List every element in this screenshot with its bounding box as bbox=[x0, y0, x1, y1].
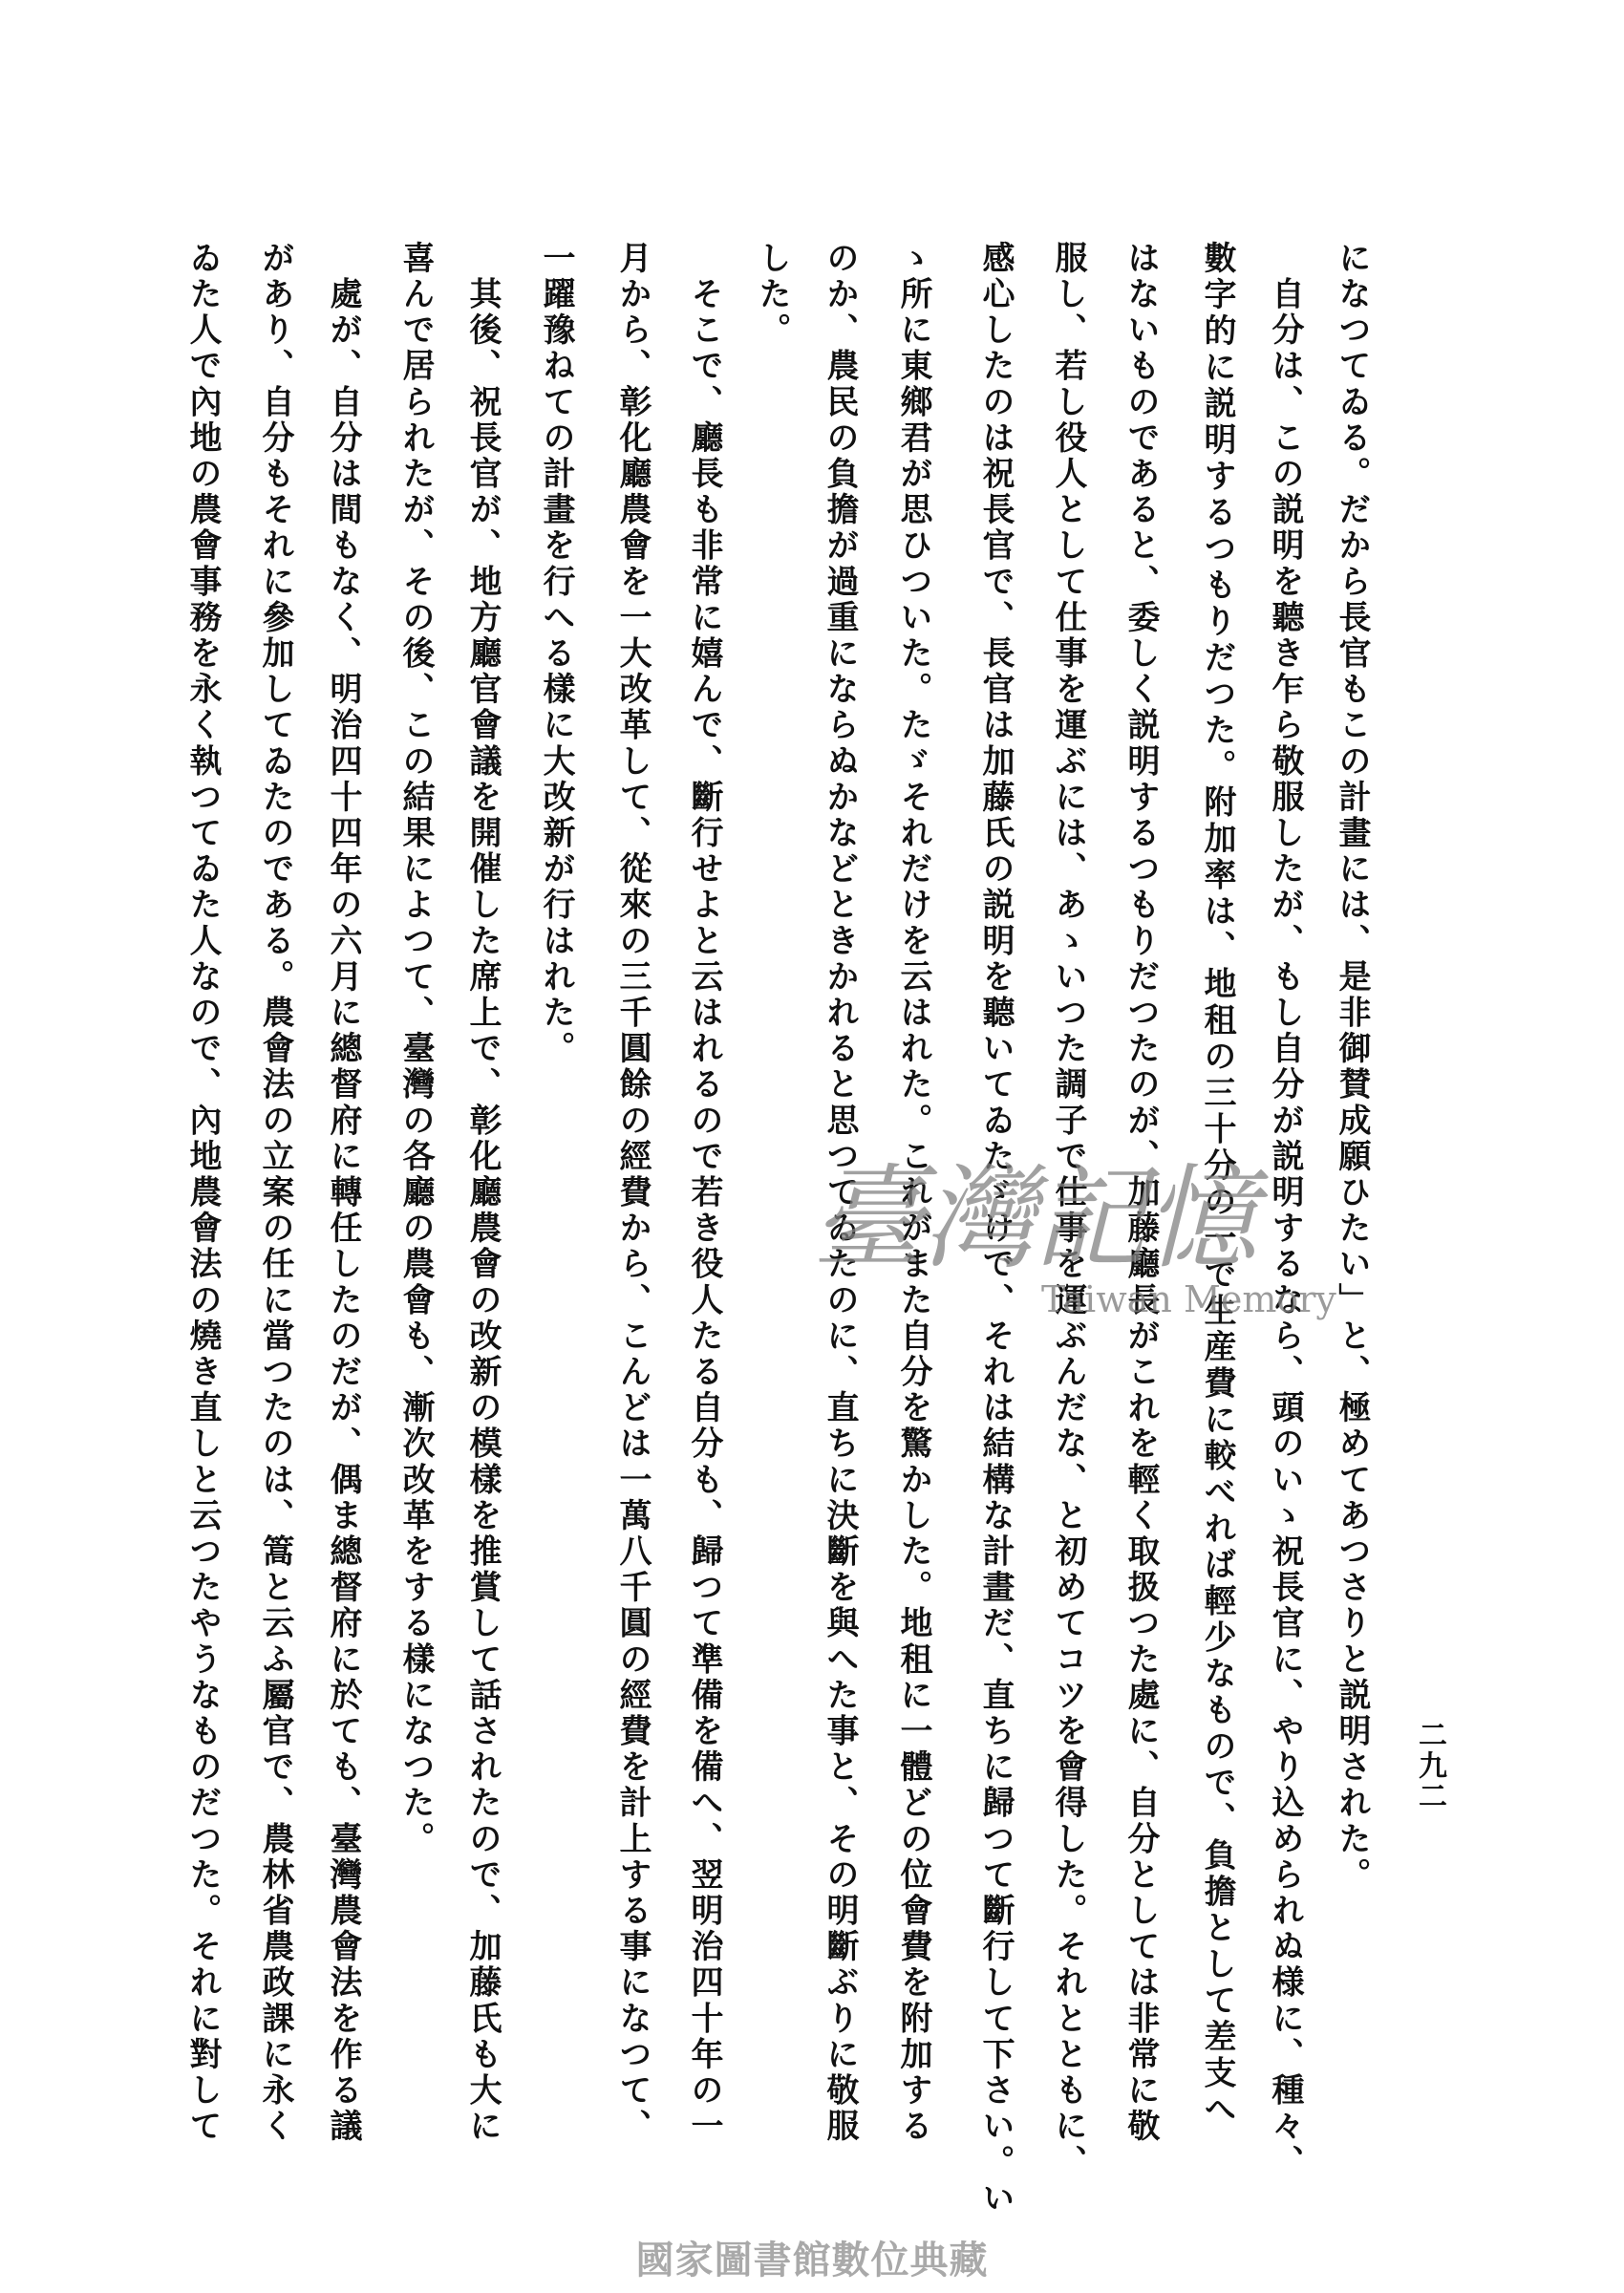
watermark-subtitle: Taiwan Memory bbox=[1041, 1278, 1336, 1320]
text-column-7: ゝ所に東鄉君が思ひついた。たゞそれだけを云はれた。これがまた自分を驚かした。地租に一體どの位會費を附加する bbox=[894, 241, 932, 2145]
page-number: 二九二 bbox=[1413, 1720, 1446, 1811]
text-column-15: 處が、自分は間もなく、明治四十四年の六月に總督府に轉任したのだが、偶ま總督府に於ても、臺灣農會法を作る議 bbox=[324, 241, 362, 2145]
watermark-logo: 臺灣記憶 bbox=[812, 1152, 1256, 1284]
text-column-4: はないものであると、委しく説明するつもりだつたのが、加藤廳長がこれを輕く取扱つた處に、自分としては非常に敬 bbox=[1122, 241, 1160, 2145]
text-column-3: 數字的に説明するつもりだつた。附加率は、地租の三十分の一で生産費に較べれば輕少なもので、負擔として差支へ bbox=[1198, 241, 1236, 2128]
text-column-8: のか、農民の負擔が過重にならぬかなどときかれると思つてゐたのに、直ちに決斷を與へた事と、その明斷ぶりに敬服 bbox=[821, 241, 859, 2145]
text-column-1: になつてゐる。だから長官もこの計畫には、是非御賛成願ひたい」と、極めてあつさりと説明された。 bbox=[1333, 241, 1371, 1894]
text-column-9: した。 bbox=[753, 241, 791, 349]
text-column-6: 感心したのは祝長官で、長官は加藤氏の説明を聽いてゐたゞけで、それは結構な計畫だ、直ちに歸つて斷行して下さい。い bbox=[976, 241, 1015, 2217]
text-column-13: 其後、祝長官が、地方廳官會議を開催した席上で、彰化廳農會の改新の模樣を推賞して話されたので、加藤氏も大に bbox=[463, 241, 502, 2145]
text-column-12: 一躍豫ねての計畫を行へる樣に大改新が行はれた。 bbox=[537, 241, 575, 1067]
footer-collection-label: 國家圖書館數位典藏 bbox=[635, 2239, 989, 2282]
text-column-16: があり、自分もそれに參加してゐたのである。農會法の立案の任に當つたのは、篙と云ふ屬官で、農林省農政課に永く bbox=[256, 241, 294, 2145]
text-column-5: 服し、若し役人として仕事を運ぶには、あゝいつた調子で仕事を運ぶんだな、と初めてコツを會得した。それとともに、 bbox=[1049, 241, 1087, 2181]
text-column-17: ゐた人で內地の農會事務を永く執つてゐた人なので、內地農會法の燒き直しと云つたやうなものだつた。それに對して bbox=[183, 241, 222, 2145]
text-column-11: 月から、彰化廳農會を一大改革して、從來の三千圓餘の經費から、こんどは一萬八千圓の經費を計上する事になつて、 bbox=[613, 241, 652, 2145]
text-column-2: 自分は、この説明を聽き乍ら敬服したが、もし自分が説明するなら、頭のいゝ祝長官に、やり込められぬ様に、種々、 bbox=[1266, 241, 1304, 2181]
text-column-14: 喜んで居られたが、その後、この結果によつて、臺灣の各廳の農會も、漸次改革をする樣になつた。 bbox=[396, 241, 435, 1857]
text-column-10: そこで、廳長も非常に嬉んで、斷行せよと云はれるので若き役人たる自分も、歸つて準備を備へ、翌明治四十年の一 bbox=[685, 241, 723, 2145]
